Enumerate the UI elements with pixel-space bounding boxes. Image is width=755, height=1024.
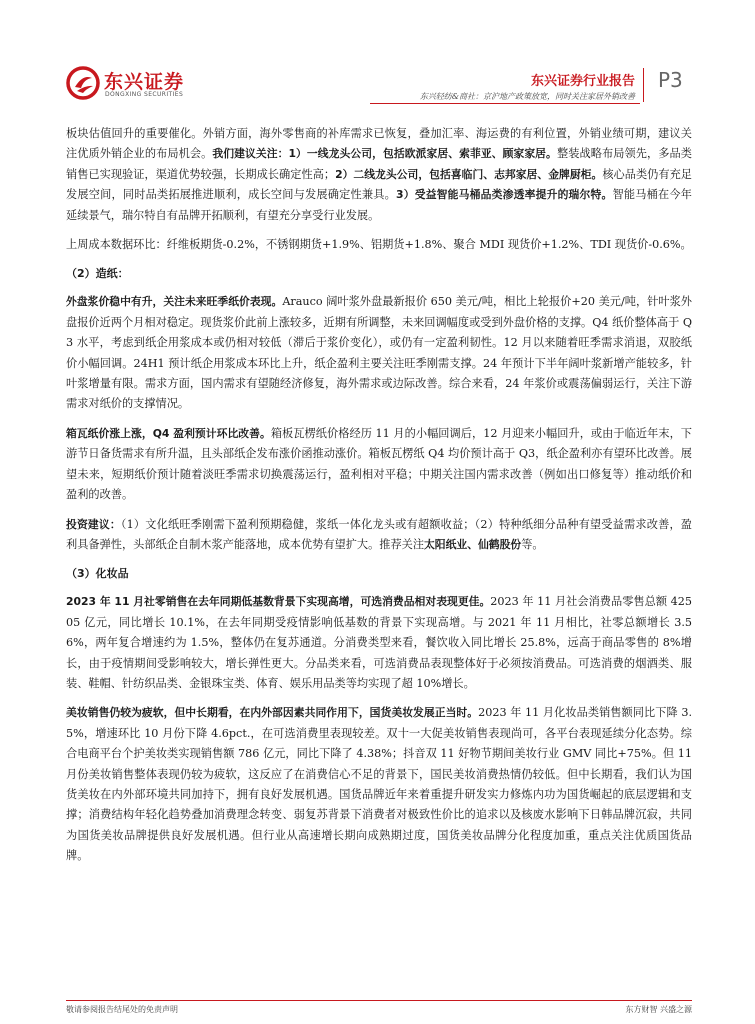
cosmetics-section-heading: （3）化妆品 (66, 567, 129, 581)
bold-text-segment: 2）二线龙头公司，包括喜临门、志邦家居、金牌厨柜。 (335, 167, 603, 181)
logo-english-name: DONGXING SECURITIES (105, 91, 184, 98)
bold-text-segment: 投资建议： (66, 517, 121, 531)
paper-investment-advice-paragraph (66, 515, 692, 556)
bold-text-segment: 我们建议关注：1）一线龙头公司，包括欧派家居、索菲亚、顾家家居。 (212, 147, 557, 161)
pulp-price-paragraph (66, 292, 692, 414)
bold-text-segment: 箱瓦纸价涨上涨，Q4 盈利预计环比改善。 (66, 426, 271, 440)
text-segment: 等。 (521, 537, 544, 551)
page-number: P3 (658, 68, 683, 92)
logo-chinese-name: 东兴证券 (104, 71, 185, 93)
header-divider (370, 103, 640, 104)
report-type-title: 东兴证券行业报告 (530, 74, 635, 89)
header-vertical-divider (643, 68, 644, 102)
report-body (66, 124, 692, 876)
cost-data-paragraph (66, 235, 692, 255)
cosmetics-sales-paragraph (66, 703, 692, 866)
text-segment: 2023 年 11 月化妆品类销售额同比下降 3.5%，增速环比 10 月份下降 4.6pct.，在可选消费里表现较差。双十一大促美妆销售表现尚可，各平台表现延续分化态势。综合电商平台个护美妆类实现销售额 786 亿元，同比下降了 4.38%；抖音双 11 好物节期间美妆行业 GMV 同比+75%。但 11 月份美妆销售整体表现仍较为疲软，这反应了在消费信心不足的背景下，国民美妆消费热情仍较低。但中长期看，我们认为国货美妆在内外部环境共同加持下，拥有良好发展机遇。国货品牌近年来着重提升研发实力修炼内功为国货崛起的底层逻辑和支撑；消费结构年轻化趋势叠加消费理念转变、弱复苏背景下消费者对极致性价比的追求以及核废水影响下日韩品牌沉寂，共同为国货美妆品牌提供良好发展机遇。但行业从高速增长期向成熟期过度，国货美妆品牌分化程度加重，重点关注优质国货品牌。 (66, 706, 692, 863)
text-segment: 上周成本数据环比：纤维板期货-0.2%，不锈钢期货+1.9%、铝期货+1.8%、聚合 MDI 现货价+1.2%、TDI 现货价-0.6%。 (66, 238, 692, 252)
text-segment: （1）文化纸旺季刚需下盈利预期稳健，浆纸一体化龙头或有超额收益；（2）特种纸细分品种有望受益需求改善，盈利具备弹性，头部纸企自制木浆产能落地，成本优势有望扩大。推荐关注 (66, 517, 692, 551)
logo-mark-icon (66, 66, 100, 100)
furniture-recommendation-paragraph (66, 124, 692, 226)
text-segment: Arauco 阔叶浆外盘最新报价 650 美元/吨，相比上轮报价+20 美元/吨，针叶浆外盘报价近两个月相对稳定。现货浆价此前上涨较多，近期有所调整，未来回调幅度或受到外盘价格的支撑。Q4 纸价整体高于 Q3 水平，考虑到纸企用浆成本或仍相对较低（滞后于浆价变化），或仍有一定盈利韧性。12 月以来随着旺季需求消退，双胶纸价小幅回调。24H1 预计纸企用浆成本环比上升，纸企盈利主要关注旺季刚需支撑。24 年预计下半年阔叶浆新增产能较多，针叶浆增量有限。需求方面，国内需求有望随经济修复，海外需求或边际改善。综合来看，24 年浆价或震荡偏弱运行，关注下游需求对纸价的支撑情况。 (66, 295, 692, 411)
footer-divider (66, 1000, 692, 1001)
text-segment: 智能马桶在今年延续景气，瑞尔特自有品牌开拓顺利，有望充分享受行业发展。 (66, 188, 692, 222)
page-header (0, 0, 755, 110)
retail-sales-paragraph (66, 592, 692, 694)
text-segment: 整装战略布局领先，多品类销售已实现验证，渠道优势较强，长期成长确定性高； (66, 147, 692, 181)
text-segment: 2023 年 11 月社会消费品零售总额 42505 亿元，同比增长 10.1%，在去年同期受疫情影响低基数的背景下实现高增。与 2021 年 11 月相比，社零总额增长 3.56%，两年复合增速约为 1.5%，整体仍在复苏通道。分消费类型来看，餐饮收入同比增长 25.8%，远高于商品零售的 8%增长，由于疫情期间受影响较大，增长弹性更大。分品类来看，可选消费品表现整体好于必须按消费品。可选消费的烟酒类、服装、鞋帽、针纺织品类、金银珠宝类、体育、娱乐用品类等均实现了超 10%增长。 (66, 595, 692, 690)
text-segment: 板块估值回升的重要催化。外销方面，海外零售商的补库需求已恢复，叠加汇率、海运费的有利位置，外销业绩可期，建议关注优质外销企业的布局机会。 (66, 127, 692, 161)
text-segment: 核心品类仍有充足发展空间，同时品类拓展推进顺利，成长空间与发展确定性兼具。 (66, 167, 692, 202)
paper-section-heading: （2）造纸： (66, 267, 129, 281)
report-subtitle: 东兴轻纺&商社：京沪地产政策放宽，同时关注家居外销改善 (419, 92, 635, 101)
corrugated-paper-paragraph (66, 424, 692, 506)
company-slogan: 东方财智 兴盛之源 (625, 1005, 692, 1014)
page-footer (66, 1000, 692, 1014)
text-segment: 箱板瓦楞纸价格经历 11 月的小幅回调后，12 月迎来小幅回升，或由于临近年末，下游节日备货需求有所升温，且头部纸企发布涨价函推动涨价。箱板瓦楞纸 Q4 均价预计高于 Q3，纸企盈利亦有望环比改善。展望未来，短期纸价预计随着淡旺季需求切换震荡运行，盈利相对平稳；中期关注国内需求改善（例如出口修复等）推动纸价和盈利的改善。 (66, 426, 692, 502)
bold-text-segment: 太阳纸业、仙鹤股份 (424, 537, 522, 551)
bold-text-segment: 美妆销售仍较为疲软，但中长期看，在内外部因素共同作用下，国货美妆发展正当时。 (66, 706, 479, 720)
bold-text-segment: 2023 年 11 月社零销售在去年同期低基数背景下实现高增，可选消费品相对表现更佳。 (66, 595, 491, 609)
company-logo (66, 66, 184, 102)
bold-text-segment: 外盘浆价稳中有升，关注未来旺季纸价表现。 (66, 295, 283, 309)
disclaimer-note: 敬请参阅报告结尾处的免责声明 (66, 1005, 178, 1014)
bold-text-segment: 3）受益智能马桶品类渗透率提升的瑞尔特。 (396, 188, 613, 202)
